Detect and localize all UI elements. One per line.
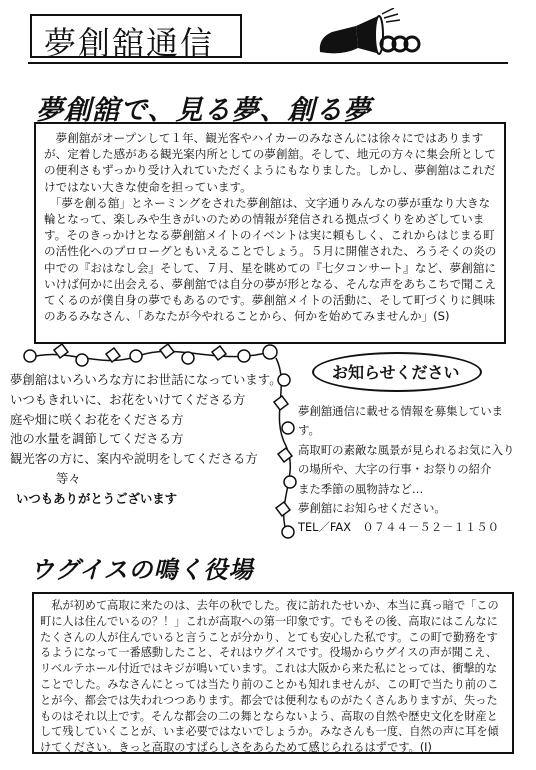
- notice-line: また季節の風物詩など…: [298, 481, 424, 496]
- notice-line: の場所や、大字の行事・お祭りの紹介: [298, 462, 492, 477]
- notice-title: お知らせください: [332, 363, 460, 382]
- notice-body: [298, 402, 524, 538]
- notice-line: 夢創舘にお知らせください。: [298, 501, 446, 516]
- masthead-underline: [28, 62, 508, 64]
- section1-paragraph-2: 「夢を創る舘」とネーミングをされた夢創舘は、文字通りみんなの夢が重なり大きな輪となって、楽しみや生きがいのための情報が発信される拠点づくりをめざしています。そのきっかけとなる夢創舘メイトのイベントは実に頼もしく、これからはじまる町の活性化へのプロローグともいえることでしょう。５月に開催された、ろうそくの炎の中での『おはなし会』そして、７月、星を眺めての『七夕コンサート』など、夢創舘にいけば何かに出会える、夢創舘では自分の夢が形となる、そんな声をあちこちで聞こえてくるのが僕自身の夢でもあるのです。夢創舘メイトの活動に、そして町づくりに興味のあるみなさん、「あなたが今やれることから、何かを始めてみませんか」(S): [44, 195, 497, 324]
- thanks-closing: いつもありがとうございます: [16, 490, 178, 506]
- list-item: 池の水量を調節してくださる方: [10, 431, 184, 447]
- list-item: 庭や畑に咲くお花をくださる方: [10, 411, 184, 427]
- section1-body: [44, 130, 498, 324]
- section2-body: 私が初めて高取に来たのは、去年の秋でした。夜に訪れたせいか、本当に真っ暗で「この町に人は住んでいるの？！」これが高取への第一印象です。でもその後、高取にはこんなにたくさんの人が住んでいると言うことが分かり、とても安心した私です。この町で勤務をするようになって一番感動したこと、それはウグイスです。役場からウグイスの声が聞こえ、リベルテホール付近ではキジが鳴いています。これは大阪から来た私にとっては、衝撃的なことでした。みなさんにとっては当たり前のことかも知れませんが、この町で当たり前のことが今、都会では失われつつあります。都会では便利なものがたくさんありますが、失ったものはそれ以上です。そんな都会の二の舞とならないよう、高取の自然や歴史文化を財産として残していくことが、いま必要ではないでしょうか。みなさんも一度、自然の声に耳を傾けてください。きっと高取のすばらしさをあらためて感じられるはずです。(I): [40, 599, 499, 755]
- list-item: いつもきれいに、お花をいけてくださる方: [10, 391, 246, 407]
- newsletter-title: 夢創舘通信: [44, 24, 215, 62]
- thanks-list: [10, 370, 282, 509]
- list-etc: 等々: [56, 470, 81, 486]
- list-item: 観光客の方に、案内や説明をしてくださる方: [10, 451, 258, 467]
- notice-line: 夢創舘通信に載せる情報を募集しています。: [298, 404, 504, 438]
- megaphone-illustration-icon: [312, 8, 422, 60]
- section1-paragraph-1: 夢創舘がオープンして１年、観光客やハイカーのみなさんには徐々にではありますが、定着した感がある観光案内所としての夢創舘。そして、地元の方々に集会所としての便利さもずっかり受け入れていただくようにもなりました。しかし、夢創舘はこれだけではない大きな使命を担っています。: [44, 131, 496, 194]
- section1-heading: 夢創舘で、見る夢、創る夢: [36, 95, 372, 126]
- notice-line: 高取町の素敵な風景が見られるお気に入り: [298, 442, 515, 457]
- list-item: 夢創舘はいろいろな方にお世話になっています。: [10, 372, 282, 387]
- section2-heading: ウグイスの鳴く役場: [30, 556, 254, 584]
- notice-contact: TEL／FAX ０７４４－５２－１１５０: [298, 520, 500, 535]
